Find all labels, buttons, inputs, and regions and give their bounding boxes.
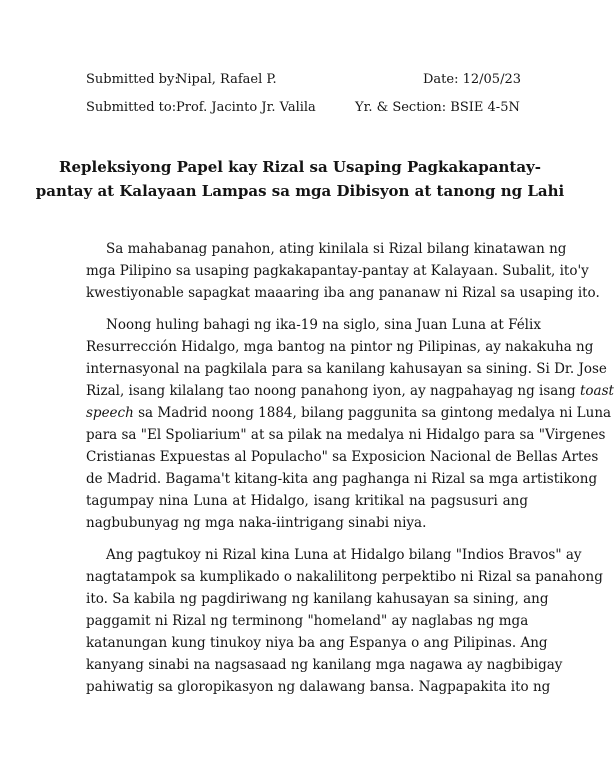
body-line: nagtatampok sa kumplikado o nakalilitong perpektibo ni Rizal sa panahong <box>86 569 603 585</box>
body-line: pahiwatig sa gloropikasyon ng dalawang bansa. Nagpapakita ito ng <box>86 679 551 695</box>
italic-word: speech <box>86 405 134 421</box>
body-text: Rizal, isang kilalang tao noong panahong iyon, ay nagpahayag ng isang <box>86 383 576 399</box>
body-line: para sa "El Spoliarium" at sa pilak na medalya ni Hidalgo para sa "Virgenes <box>86 427 606 443</box>
body-line: Noong huling bahagi ng ika-19 na siglo, sina Juan Luna at Félix <box>106 317 541 333</box>
year-section: Yr. & Section: BSIE 4-5N <box>355 100 520 115</box>
body-line: Sa mahabanag panahon, ating kinilala si Rizal bilang kinatawan ng <box>106 241 567 257</box>
submitted-by-value: Nipal, Rafael P. <box>176 72 277 87</box>
body-line-with-italic <box>86 382 614 401</box>
body-line: katanungan kung tinukoy niya ba ang Espanya o ang Pilipinas. Ang <box>86 635 548 651</box>
body-line: kwestiyonable sapagkat maaaring iba ang pananaw ni Rizal sa usaping ito. <box>86 285 600 301</box>
body-line: mga Pilipino sa usaping pagkakapantay-pantay at Kalayaan. Subalit, ito'y <box>86 263 589 279</box>
submitted-to-label: Submitted to: <box>86 100 177 115</box>
paper-title-line-2: pantay at Kalayaan Lampas sa mga Dibisyon at tanong ng Lahi <box>35 182 565 200</box>
date: Date: 12/05/23 <box>423 72 521 87</box>
italic-word: toast <box>579 383 614 399</box>
body-line: Cristianas Expuestas al Populacho" sa Exposicion Nacional de Bellas Artes <box>86 449 599 465</box>
body-line: Ang pagtukoy ni Rizal kina Luna at Hidalgo bilang "Indios Bravos" ay <box>106 547 582 563</box>
body-line: kanyang sinabi na nagsasaad ng kanilang mga nagawa ay nagbibigay <box>86 657 563 673</box>
paper-title-line-1: Repleksiyong Papel kay Rizal sa Usaping Pagkakapantay- <box>59 158 541 176</box>
body-line: de Madrid. Bagama't kitang-kita ang paghanga ni Rizal sa mga artistikong <box>86 471 598 487</box>
body-line: internasyonal na pagkilala para sa kanilang kahusayan sa sining. Si Dr. Jose <box>86 361 607 377</box>
body-line: paggamit ni Rizal ng terminong "homeland" ay naglabas ng mga <box>86 613 529 629</box>
body-line: Resurrección Hidalgo, mga bantog na pintor ng Pilipinas, ay nakakuha ng <box>86 339 594 355</box>
body-line: tagumpay nina Luna at Hidalgo, isang kritikal na pagsusuri ang <box>86 493 528 509</box>
body-line-with-italic <box>86 404 612 423</box>
submitted-by-label: Submitted by: <box>86 72 179 87</box>
body-line: nagbubunyag ng mga naka-iintrigang sinabi niya. <box>86 515 427 531</box>
body-text: sa Madrid noong 1884, bilang paggunita sa gintong medalya ni Luna <box>133 405 612 421</box>
body-line: ito. Sa kabila ng pagdiriwang ng kanilang kahusayan sa sining, ang <box>86 591 549 607</box>
submitted-to-value: Prof. Jacinto Jr. Valila <box>176 100 316 115</box>
